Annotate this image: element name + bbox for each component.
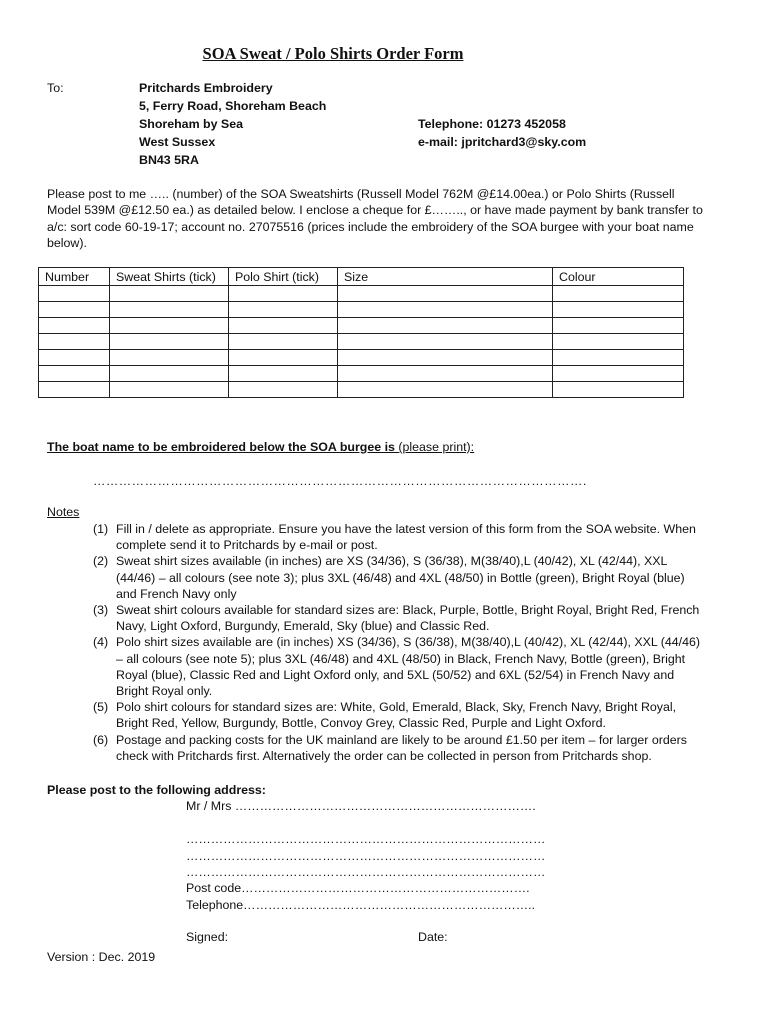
address-field-line-1[interactable]: …………………………………………………………………………… — [186, 832, 546, 846]
note-text: Sweat shirt sizes available (in inches) are XS (34/36), S (36/38), M(38/40),L (40/42), XL (42/44), XXL (44/46) – all colours (see note 3); plus 3XL (46/48) and 4XL (48/50) in Bottle (green), Bright Royal (blue) and French Navy only — [116, 554, 685, 601]
table-cell[interactable] — [338, 366, 553, 382]
table-cell[interactable] — [39, 382, 110, 398]
table-cell[interactable] — [110, 286, 229, 302]
table-cell[interactable] — [229, 318, 338, 334]
note-item — [93, 699, 708, 731]
table-row — [39, 302, 684, 318]
table-cell[interactable] — [110, 350, 229, 366]
note-item — [93, 553, 708, 602]
column-header-colour: Colour — [553, 268, 684, 286]
table-cell[interactable] — [229, 334, 338, 350]
email-text: e-mail: jpritchard3@sky.com — [418, 135, 587, 149]
note-text: Sweat shirt colours available for standard sizes are: Black, Purple, Bottle, Bright Royal, Bright Red, French Navy, Light Oxford, Burgundy, Emerald, Sky (blue) and Classic Red. — [116, 603, 700, 634]
table-cell[interactable] — [110, 382, 229, 398]
table-cell[interactable] — [229, 350, 338, 366]
address-line: Pritchards Embroidery — [139, 81, 273, 95]
table-cell[interactable] — [553, 350, 684, 366]
notes-heading: Notes — [47, 505, 80, 519]
note-text: Polo shirt sizes available are (in inches) XS (34/36), S (36/38), M(38/40),L (40/42), XL (42/44), XXL (44/46) – all colours (see note 5); plus 3XL (46/48) and 4XL (48/50) in Black, French Navy, Bottle (green), Bright Royal (blue), Classic Red and Light Oxford only, and 5XL (50/52) and 6XL (52/54) in French Navy and Bright Royal only. — [116, 635, 701, 699]
address-line: BN43 5RA — [139, 153, 199, 167]
column-header-polo-shirt: Polo Shirt (tick) — [229, 268, 338, 286]
table-cell[interactable] — [110, 366, 229, 382]
order-table — [38, 267, 684, 398]
table-cell[interactable] — [229, 366, 338, 382]
intro-paragraph: Please post to me ….. (number) of the SOA Sweatshirts (Russell Model 762M @£14.00ea.) or Polo Shirts (Russell Model 539M @£12.50 ea.) as detailed below. I enclose a cheque for £…….., or have made payment by bank transfer to a/c: sort code 60-19-17; account no. 27075516 (prices include the embroidery of the SOA burgee with your boat name below). — [47, 187, 703, 251]
note-number: (6) — [93, 732, 109, 747]
table-row — [39, 382, 684, 398]
boat-name-hint: (please print): — [398, 440, 475, 454]
table-cell[interactable] — [338, 318, 553, 334]
date-label: Date: — [418, 930, 448, 944]
table-row — [39, 318, 684, 334]
boat-name-field[interactable]: ……………………………………………………………………………………………………. — [93, 474, 587, 488]
note-number: (3) — [93, 603, 109, 618]
note-item — [93, 732, 708, 764]
column-header-sweat-shirts: Sweat Shirts (tick) — [110, 268, 229, 286]
note-item — [93, 602, 708, 634]
table-cell[interactable] — [229, 382, 338, 398]
table-cell[interactable] — [39, 334, 110, 350]
table-cell[interactable] — [553, 318, 684, 334]
table-cell[interactable] — [39, 286, 110, 302]
table-cell[interactable] — [39, 318, 110, 334]
note-number: (1) — [93, 522, 109, 536]
table-cell[interactable] — [39, 350, 110, 366]
table-cell[interactable] — [553, 302, 684, 318]
table-cell[interactable] — [110, 302, 229, 318]
table-cell[interactable] — [229, 286, 338, 302]
address-field-line-2[interactable]: …………………………………………………………………………… — [186, 849, 546, 863]
page-title: SOA Sweat / Polo Shirts Order Form — [202, 44, 464, 63]
signed-label: Signed: — [186, 930, 229, 944]
table-cell[interactable] — [39, 366, 110, 382]
table-cell[interactable] — [338, 382, 553, 398]
note-number: (4) — [93, 635, 109, 650]
table-cell[interactable] — [110, 318, 229, 334]
table-cell[interactable] — [553, 334, 684, 350]
postcode-field[interactable]: Post code……………………………………………………………. — [186, 881, 530, 895]
table-cell[interactable] — [553, 382, 684, 398]
telephone-field[interactable]: Telephone…………………………………………………………….. — [186, 898, 536, 912]
table-row — [39, 366, 684, 382]
telephone-text: Telephone: 01273 452058 — [418, 117, 566, 131]
version-text: Version : Dec. 2019 — [47, 950, 156, 964]
table-cell[interactable] — [229, 302, 338, 318]
note-text: Polo shirt colours for standard sizes are: White, Gold, Emerald, Black, Sky, French Navy, Bright Royal, Bright Red, Yellow, Burgundy, Bottle, Convoy Grey, Classic Red, Purple and Light Oxford. — [116, 700, 677, 731]
notes-list — [93, 521, 708, 764]
note-number: (2) — [93, 554, 109, 569]
table-cell[interactable] — [338, 334, 553, 350]
note-item — [93, 521, 708, 553]
table-row — [39, 334, 684, 350]
column-header-size: Size — [338, 268, 553, 286]
to-label: To: — [47, 81, 64, 95]
name-field[interactable]: Mr / Mrs ………………………………………………………………. — [186, 799, 536, 813]
table-row — [39, 350, 684, 366]
table-cell[interactable] — [553, 286, 684, 302]
table-cell[interactable] — [110, 334, 229, 350]
note-number: (5) — [93, 700, 109, 715]
note-text: Postage and packing costs for the UK mainland are likely to be around £1.50 per item – for larger orders check with Pritchards first. Alternatively the order can be collected in person from Pritchards shop. — [116, 732, 687, 763]
table-cell[interactable] — [338, 302, 553, 318]
address-field-line-3[interactable]: …………………………………………………………………………… — [186, 865, 546, 879]
note-text: Fill in / delete as appropriate. Ensure you have the latest version of this form from the SOA website. When complete send it to Pritchards by e-mail or post. — [116, 522, 696, 553]
boat-name-label-text: The boat name to be embroidered below the SOA burgee is — [47, 440, 395, 454]
table-cell[interactable] — [338, 350, 553, 366]
table-row — [39, 286, 684, 302]
table-cell[interactable] — [553, 366, 684, 382]
address-line: 5, Ferry Road, Shoreham Beach — [139, 99, 327, 113]
address-line: West Sussex — [139, 135, 216, 149]
column-header-number: Number — [39, 268, 110, 286]
table-cell[interactable] — [338, 286, 553, 302]
table-header-row — [39, 268, 684, 286]
boat-name-label — [47, 440, 474, 454]
table-cell[interactable] — [39, 302, 110, 318]
post-address-heading: Please post to the following address: — [47, 783, 266, 797]
note-item — [93, 634, 708, 699]
address-line: Shoreham by Sea — [139, 117, 243, 131]
